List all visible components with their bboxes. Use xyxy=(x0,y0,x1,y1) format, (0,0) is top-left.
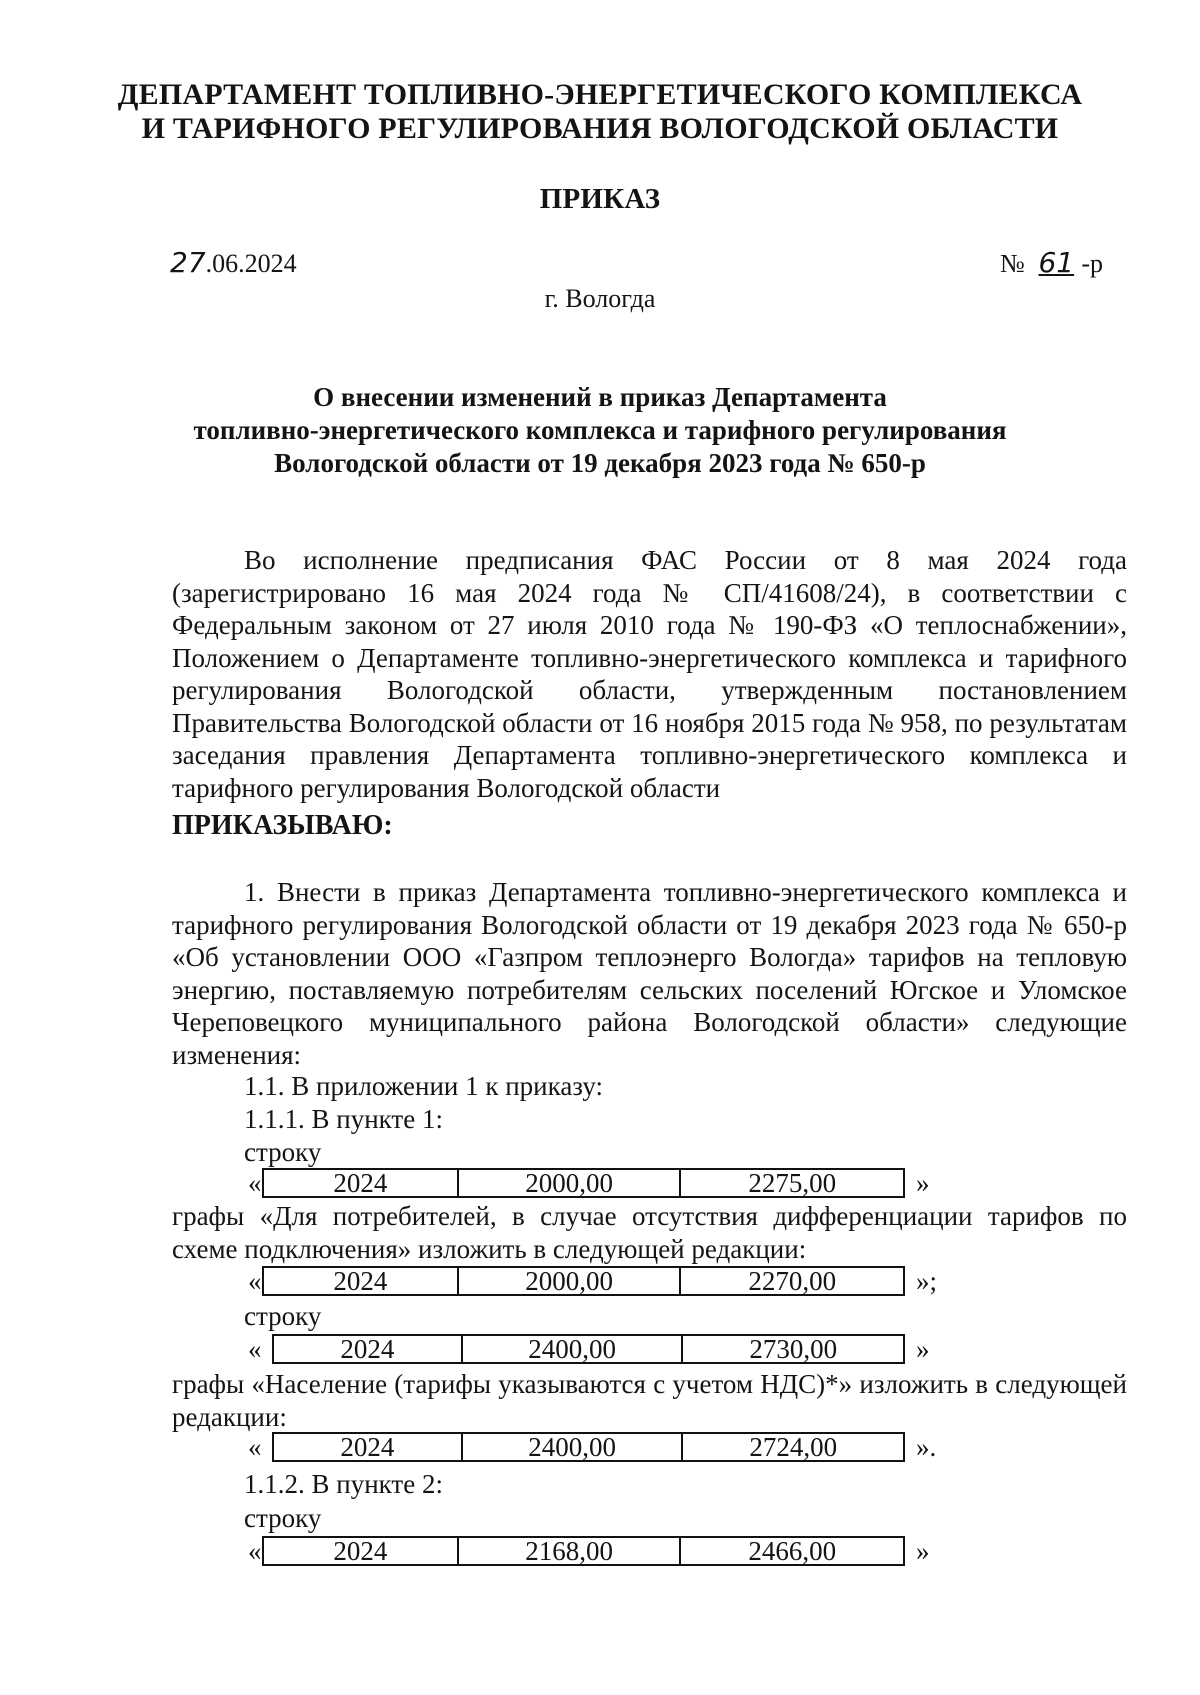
department-name-line1: ДЕПАРТАМЕНТ ТОПЛИВНО-ЭНЕРГЕТИЧЕСКОГО КОМПЛЕКСА xyxy=(117,78,1083,111)
table-cell-value: 2466,00 xyxy=(679,1538,903,1564)
open-quote: « xyxy=(248,1334,262,1364)
table-cell-year: 2024 xyxy=(333,1536,388,1566)
document-type: ПРИКАЗ xyxy=(539,183,661,215)
title-line3: Вологодской области от 19 декабря 2023 года № 650-р xyxy=(274,448,926,478)
tariff-row-table xyxy=(262,1266,905,1296)
close-quote: » xyxy=(916,1334,930,1364)
item-1-1: 1.1. В приложении 1 к приказу: xyxy=(244,1071,604,1101)
number-handwritten: 61 xyxy=(1038,246,1075,279)
table-cell-value: 2400,00 xyxy=(461,1336,682,1362)
open-quote: « xyxy=(248,1536,262,1566)
date-handwritten-day: 27 xyxy=(170,246,206,279)
tariff-row-table xyxy=(262,1536,905,1566)
table-cell-value: 2400,00 xyxy=(461,1434,682,1460)
close-quote: ». xyxy=(916,1432,937,1462)
department-name-line2: И ТАРИФНОГО РЕГУЛИРОВАНИЯ ВОЛОГОДСКОЙ ОБЛАСТИ xyxy=(141,112,1059,145)
tariff-row-table xyxy=(262,1168,905,1198)
item-1-paragraph: 1. Внести в приказ Департамента топливно-энергетического комплекса и тарифного регулирования Вологодской области от 19 декабря 2023 года № 650-р «Об установлении ООО «Газпром теплоэнерго Вологда» тарифов на тепловую энергию, поставляемую потребителям сельских поселений Югское и Уломское Череповецкого муниципального района Вологодской области» следующие изменения: xyxy=(172,877,1127,1070)
table-cell-value: 2275,00 xyxy=(679,1170,903,1196)
table-cell-year: 2024 xyxy=(333,1168,388,1198)
table-cell-year: 2024 xyxy=(333,1266,388,1296)
table-cell-value: 2000,00 xyxy=(457,1268,680,1294)
title-line2: топливно-энергетического комплекса и тарифного регулирования xyxy=(193,415,1007,445)
close-quote: » xyxy=(916,1536,930,1566)
city: г. Вологда xyxy=(544,284,656,313)
row-word: строку xyxy=(244,1503,322,1533)
close-quote: »; xyxy=(916,1266,938,1296)
order-word: ПРИКАЗЫВАЮ: xyxy=(172,810,393,841)
table-cell-value: 2730,00 xyxy=(681,1336,903,1362)
open-quote: « xyxy=(248,1432,262,1462)
graph-2-paragraph: графы «Население (тарифы указываются с учетом НДС)*» изложить в следующей редакции: xyxy=(172,1369,1127,1432)
number-prefix: № xyxy=(1000,249,1025,278)
tariff-row-table xyxy=(272,1334,905,1364)
tariff-row-table xyxy=(272,1432,905,1462)
table-cell-value: 2000,00 xyxy=(457,1170,680,1196)
open-quote: « xyxy=(248,1168,262,1198)
table-cell-year: 2024 xyxy=(340,1432,395,1462)
table-cell-value: 2168,00 xyxy=(457,1538,680,1564)
table-cell-value: 2724,00 xyxy=(681,1434,903,1460)
open-quote: « xyxy=(248,1266,262,1296)
number-suffix: -р xyxy=(1081,249,1103,278)
item-1-1-1: 1.1.1. В пункте 1: xyxy=(244,1104,443,1134)
date-rest: .06.2024 xyxy=(205,249,297,278)
order-number xyxy=(1000,246,1103,279)
graph-1-paragraph: графы «Для потребителей, в случае отсутствия дифференциации тарифов по схеме подключения» изложить в следующей редакции: xyxy=(172,1201,1127,1264)
preamble-paragraph: Во исполнение предписания ФАС России от 8 мая 2024 года (зарегистрировано 16 мая 2024 года № СП/41608/24), в соответствии с Федеральным законом от 27 июля 2010 года № 190-ФЗ «О теплоснабжении», Положением о Департаменте топливно-энергетического комплекса и тарифного регулирования Вологодской области, утвержденным постановлением Правительства Вологодской области от 16 ноября 2015 года № 958, по результатам заседания правления Департамента топливно-энергетического комплекса и тарифного регулирования Вологодской области xyxy=(172,545,1127,803)
table-cell-value: 2270,00 xyxy=(679,1268,903,1294)
row-word: строку xyxy=(244,1137,322,1167)
title-line1: О внесении изменений в приказ Департамента xyxy=(313,382,887,412)
row-word: строку xyxy=(244,1301,322,1331)
order-date xyxy=(170,246,297,279)
close-quote: » xyxy=(916,1168,930,1198)
table-cell-year: 2024 xyxy=(340,1334,395,1364)
item-1-1-2: 1.1.2. В пункте 2: xyxy=(244,1469,443,1499)
